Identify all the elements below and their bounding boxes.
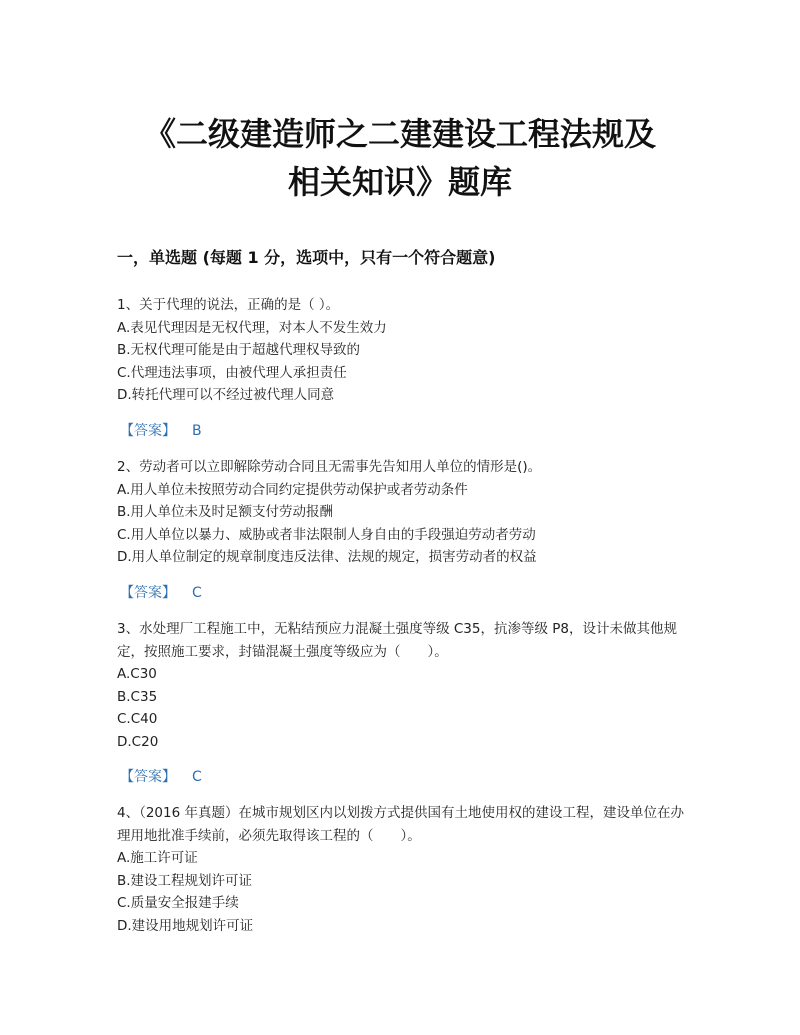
question-3 [117,618,687,753]
section-heading: 一，单选题 (每题 1 分，选项中，只有一个符合题意) [117,248,496,267]
question-stem: 1、关于代理的说法，正确的是（ ）。 [117,297,340,313]
title-line-2: 相关知识》题库 [287,163,512,201]
option-a: A.表见代理因是无权代理，对本人不发生效力 [117,319,387,336]
answer-value: C [192,769,202,785]
question-stem: 4、（2016 年真题）在城市规划区内以划拨方式提供国有土地使用权的建设工程，建设单位在办理用地批准手续前，必须先取得该工程的（ ）。 [117,805,684,844]
document-title [100,110,700,206]
answer-label: 【答案】 [120,423,176,439]
option-b: B.用人单位未及时足额支付劳动报酬 [117,504,334,520]
question-stem: 2、劳动者可以立即解除劳动合同且无需事先告知用人单位的情形是()。 [117,459,542,475]
answer-value: C [192,585,202,601]
answer-value: B [192,423,202,439]
answer-label: 【答案】 [120,585,176,601]
option-a: A.用人单位未按照劳动合同约定提供劳动保护或者劳动条件 [117,481,468,498]
title-line-1: 《二级建造师之二建建设工程法规及 [143,115,656,153]
option-a: A.C30 [117,666,157,682]
question-4 [117,802,687,937]
option-b: B.无权代理可能是由于超越代理权导致的 [117,342,361,358]
answer-1 [120,420,202,442]
option-c: C.代理违法事项，由被代理人承担责任 [117,364,347,381]
option-c: C.C40 [117,711,158,727]
option-d: D.用人单位制定的规章制度违反法律、法规的规定，损害劳动者的权益 [117,549,537,565]
option-d: D.转托代理可以不经过被代理人同意 [117,387,335,403]
answer-3 [120,766,202,788]
option-b: B.C35 [117,688,158,705]
question-1 [117,294,687,407]
option-c: C.质量安全报建手续 [117,895,239,911]
option-c: C.用人单位以暴力、威胁或者非法限制人身自由的手段强迫劳动者劳动 [117,526,536,543]
question-2 [117,456,687,569]
answer-label: 【答案】 [120,769,176,785]
option-b: B.建设工程规划许可证 [117,872,253,889]
answer-2 [120,582,202,604]
option-d: D.建设用地规划许可证 [117,917,254,934]
option-d: D.C20 [117,733,159,750]
option-a: A.施工许可证 [117,850,198,866]
question-stem: 3、水处理厂工程施工中，无粘结预应力混凝土强度等级 C35，抗渗等级 P8，设计未做其他规定，按照施工要求，封锚混凝土强度等级应为（ ）。 [117,621,678,660]
